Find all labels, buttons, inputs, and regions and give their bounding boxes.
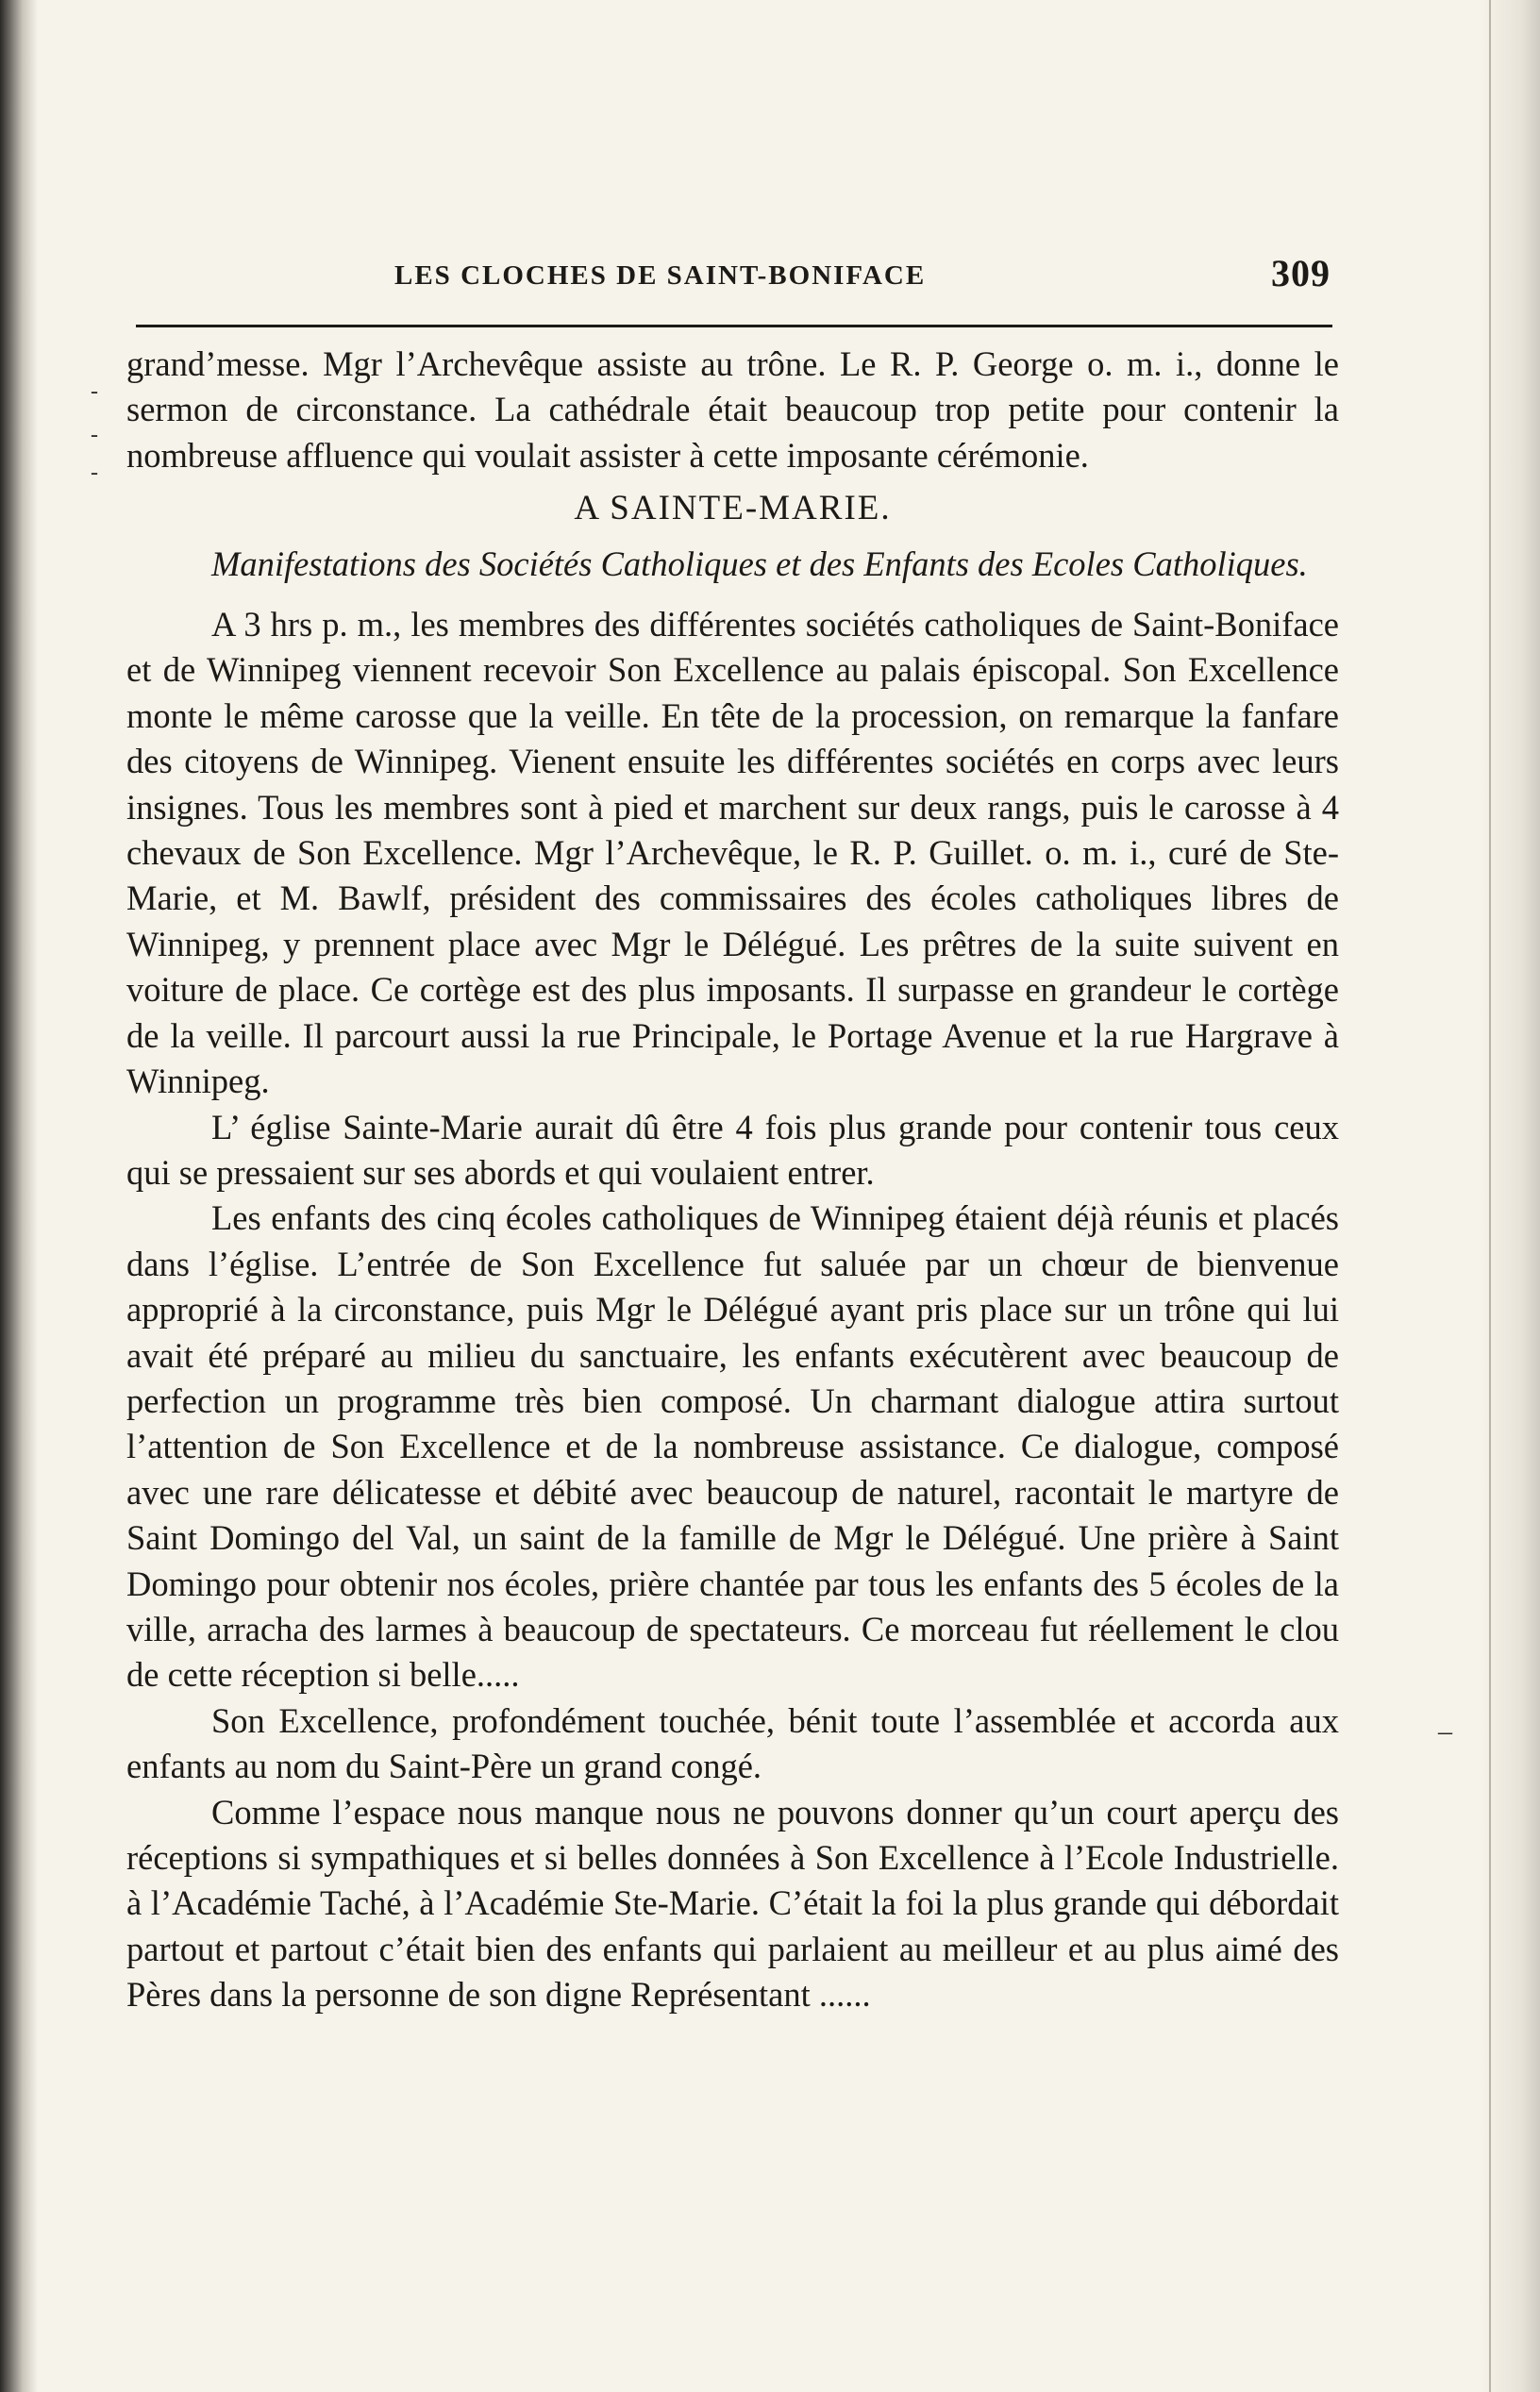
page-header: [121, 236, 1338, 304]
paragraph: Son Excellence, profondément touchée, bénit toute l’assemblée et accorda aux enfants au nom du Saint-Père un grand congé.: [126, 1700, 1339, 1786]
paragraph: A 3 hrs p. m., les membres des différentes sociétés catholiques de Saint-Boniface et de Winnipeg viennent recevoir Son Excellence au palais épiscopal. Son Excellence monte le même carosse que la veille. En tête de la procession, on remarque la fanfare des citoyens de Winnipeg. Vienent ensuite les différentes sociétés en corps avec leurs insignes. Tous les membres sont à pied et marchent sur deux rangs, puis le carosse à 4 chevaux de Son Excellence. Mgr l’Archevêque, le R. P. Guillet. o. m. i., curé de Ste-Marie, et M. Bawlf, président des commissaires des écoles catholiques libres de Winnipeg, y prennent place avec Mgr le Délégué. Les prêtres de la suite suivent en voiture de place. Ce cortège est des plus imposants. Il surpasse en grandeur le cortège de la veille. Il parcourt aussi la rue Principale, le Portage Avenue et la rue Hargrave à Winnipeg.: [126, 605, 1339, 1101]
page-fold-line: [1489, 0, 1491, 2392]
section-heading: A SAINTE-MARIE.: [574, 489, 892, 528]
margin-dash-mark: -: [91, 460, 98, 485]
margin-dash-mark: -: [91, 423, 98, 447]
paragraph: L’ église Sainte-Marie aurait dû être 4 fois plus grande pour contenir tous ceux qui se pressaient sur ses abords et qui voulaient entrer.: [126, 1107, 1339, 1192]
page-body: [126, 342, 1339, 2018]
paragraph: Les enfants des cinq écoles catholiques de Winnipeg étaient déjà réunis et placés dans l’église. L’entrée de Son Excellence fut saluée par un chœur de bienvenue approprié à la circonstance, puis Mgr le Délégué ayant pris place sur un trône qui lui avait été préparé au milieu du sanctuaire, les enfants exécutèrent avec beaucoup de perfection un programme très bien composé. Un charmant dialogue attira surtout l’attention de Son Excellence et de la nombreuse assistance. Ce dialogue, composé avec une rare délicatesse et débité avec beaucoup de naturel, racontait le martyre de Saint Domingo del Val, un saint de la famille de Mgr le Délégué. Une prière à Saint Domingo pour obtenir nos écoles, prière chantée par tous les enfants des 5 écoles de la ville, arracha des larmes à beaucoup de spectateurs. Ce morceau fut réellement le clou de cette réception si belle.....: [126, 1198, 1339, 1695]
running-title: LES CLOCHES DE SAINT-BONIFACE: [394, 260, 927, 291]
section-subheading: Manifestations des Sociétés Catholiques et des Enfants des Ecoles Catholiques.: [211, 544, 1308, 583]
paragraph: Comme l’espace nous manque nous ne pouvons donner qu’un court aperçu des réceptions si sympathiques et si belles données à Son Excellence à l’Ecole Industrielle. à l’Académie Taché, à l’Académie Ste-Marie. C’était la foi la plus grande qui débordait partout et partout c’était bien des enfants qui parlaient au meilleur et au plus aimé des Pères dans la personne de son digne Représentant ......: [126, 1792, 1339, 2015]
margin-dash-mark: –: [1438, 1715, 1452, 1747]
paragraph: grand’messe. Mgr l’Archevêque assiste au trône. Le R. P. George o. m. i., donne le sermon de circonstance. La cathédrale était beaucoup trop petite pour contenir la nombreuse affluence qui voulait assister à cette imposante cérémonie.: [126, 344, 1339, 475]
page-number: 309: [1271, 252, 1331, 294]
book-page: [121, 236, 1339, 2015]
scan-left-edge: [0, 0, 38, 2392]
margin-dash-mark: -: [91, 379, 98, 404]
header-rule: [136, 325, 1332, 327]
